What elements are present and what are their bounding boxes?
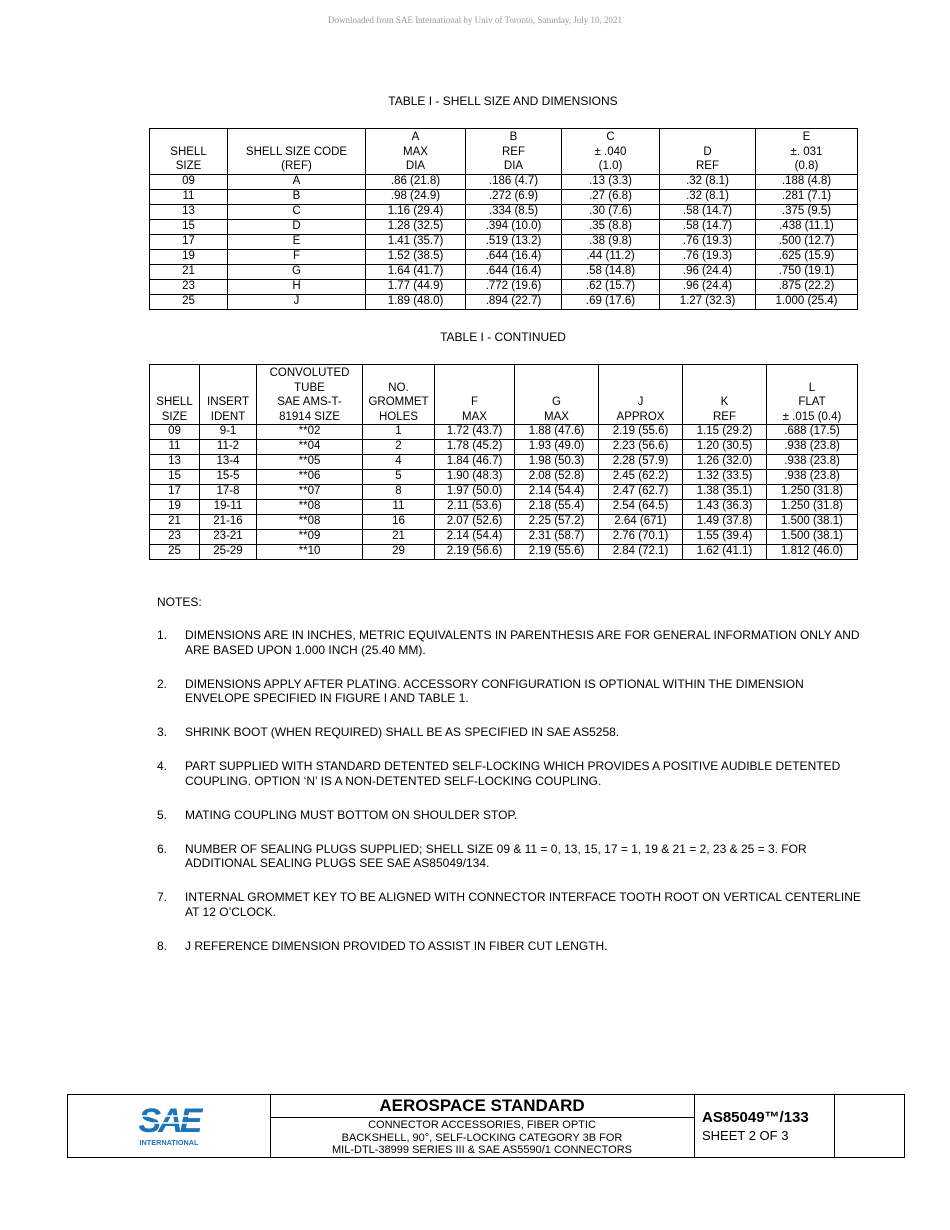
table-cell: 17-8 bbox=[200, 485, 257, 500]
description-line: MIL-DTL-38999 SERIES III & SAE AS5590/1 CONNECTORS bbox=[332, 1144, 632, 1156]
note-item bbox=[157, 725, 867, 740]
table-row bbox=[150, 189, 858, 204]
table-cell: 2.19 (55.6) bbox=[599, 425, 683, 440]
table-cell: .938 (23.8) bbox=[767, 455, 858, 470]
column-header-line: DIA bbox=[405, 160, 426, 172]
table-row bbox=[150, 470, 858, 485]
column-header-line: D bbox=[703, 145, 712, 158]
column-header-line: REF bbox=[502, 145, 525, 158]
table-cell: 2.25 (57.2) bbox=[515, 515, 599, 530]
column-header-line: SHELL bbox=[156, 396, 193, 408]
table-cell: E bbox=[228, 234, 366, 249]
table-cell: 2.19 (55.6) bbox=[515, 545, 599, 560]
column-header-line: F bbox=[470, 396, 479, 408]
table-cell: 17 bbox=[150, 234, 228, 249]
table-cell: .938 (23.8) bbox=[767, 470, 858, 485]
table-cell: 1.43 (36.3) bbox=[683, 500, 767, 515]
note-item bbox=[157, 939, 867, 954]
table-cell: .76 (19.3) bbox=[660, 234, 756, 249]
table-cell: 2.14 (54.4) bbox=[435, 530, 515, 545]
table-cell: .98 (24.9) bbox=[366, 189, 466, 204]
table-cell: H bbox=[228, 279, 366, 294]
note-text: PART SUPPLIED WITH STANDARD DETENTED SELF-LOCKING WHICH PROVIDES A POSITIVE AUDIBLE DETENTED COUPLING. OPTION ‘N’ IS A NON-DETENTED SELF-LOCKING COUPLING. bbox=[185, 759, 841, 788]
table-cell: 1.15 (29.2) bbox=[683, 425, 767, 440]
table-cell: 1.812 (46.0) bbox=[767, 545, 858, 560]
table-row bbox=[150, 279, 858, 294]
table-cell: 1.250 (31.8) bbox=[767, 485, 858, 500]
note-number: 6. bbox=[157, 841, 168, 856]
table-cell: **07 bbox=[257, 485, 363, 500]
table-cell: .438 (11.1) bbox=[756, 219, 858, 234]
note-number: 3. bbox=[157, 725, 168, 739]
table-cell: 2.14 (54.4) bbox=[515, 485, 599, 500]
column-header-line: SHELL SIZE CODE bbox=[245, 145, 348, 158]
table-cell: 2.07 (52.6) bbox=[435, 515, 515, 530]
table-row bbox=[150, 545, 858, 560]
table-cell: 1.32 (33.5) bbox=[683, 470, 767, 485]
column-header-line: B bbox=[509, 131, 518, 143]
logo-subtext: INTERNATIONAL bbox=[139, 1138, 199, 1147]
table-cell: .334 (8.5) bbox=[466, 204, 562, 219]
table-cell: **08 bbox=[257, 515, 363, 530]
table-cell: .519 (13.2) bbox=[466, 234, 562, 249]
column-header-line: C bbox=[606, 131, 615, 143]
table-cell: 13 bbox=[150, 455, 200, 470]
table-cell: .27 (6.8) bbox=[562, 189, 660, 204]
table-cell: A bbox=[228, 174, 366, 189]
table-cell: .32 (8.1) bbox=[660, 189, 756, 204]
table-cell: .750 (19.1) bbox=[756, 264, 858, 279]
column-header-line: A bbox=[411, 131, 420, 143]
table-cell: 15-5 bbox=[200, 470, 257, 485]
table-cell: B bbox=[228, 189, 366, 204]
table-cell: 1.500 (38.1) bbox=[767, 530, 858, 545]
column-header-line: REF bbox=[713, 410, 736, 423]
column-header-line: L bbox=[808, 381, 816, 394]
note-item bbox=[157, 628, 867, 657]
column-header-line: MAX bbox=[462, 410, 487, 423]
table-row bbox=[150, 440, 858, 455]
note-text: NUMBER OF SEALING PLUGS SUPPLIED; SHELL SIZE 09 & 11 = 0, 13, 15, 17 = 1, 19 & 21 = 2, 23 & 25 = 3. FOR ADDITIONAL SEALING PLUGS SEE SAE AS85049/134. bbox=[185, 841, 807, 870]
table-cell: 21 bbox=[363, 530, 435, 545]
table-cell: 2 bbox=[363, 440, 435, 455]
table-cell: 25 bbox=[150, 545, 200, 560]
table-cell: .58 (14.8) bbox=[562, 264, 660, 279]
table-row bbox=[150, 425, 858, 440]
note-item bbox=[157, 808, 867, 823]
table-cell: .76 (19.3) bbox=[660, 249, 756, 264]
column-header bbox=[363, 365, 435, 425]
column-header bbox=[767, 365, 858, 425]
column-header-line: (REF) bbox=[281, 160, 312, 172]
table-cell: 1.89 (48.0) bbox=[366, 294, 466, 309]
table-cell: .188 (4.8) bbox=[756, 174, 858, 189]
table-cell: 1.000 (25.4) bbox=[756, 294, 858, 309]
column-header-line: GROMMET bbox=[368, 396, 429, 408]
table-row bbox=[150, 515, 858, 530]
column-header bbox=[683, 365, 767, 425]
table-cell: 19-11 bbox=[200, 500, 257, 515]
note-number: 7. bbox=[157, 890, 168, 904]
column-header-line: SHELL bbox=[170, 145, 207, 158]
table-cell: .38 (9.8) bbox=[562, 234, 660, 249]
table-cell: 2.23 (56.6) bbox=[599, 440, 683, 455]
column-header bbox=[150, 365, 200, 425]
table-cell: 23 bbox=[150, 530, 200, 545]
description-line: CONNECTOR ACCESSORIES, FIBER OPTIC bbox=[368, 1119, 596, 1131]
table-cell: 1.84 (46.7) bbox=[435, 455, 515, 470]
note-number: 5. bbox=[157, 807, 168, 822]
table-cell: .32 (8.1) bbox=[660, 174, 756, 189]
table-cell: **09 bbox=[257, 530, 363, 545]
column-header-line: SAE AMS-T- bbox=[277, 396, 342, 408]
table-cell: 5 bbox=[363, 470, 435, 485]
table-cell: G bbox=[228, 264, 366, 279]
table-cell: 4 bbox=[363, 455, 435, 470]
note-text: DIMENSIONS APPLY AFTER PLATING. ACCESSORY CONFIGURATION IS OPTIONAL WITHIN THE DIMENSION ENVELOPE SPECIFIED IN FIGURE I AND TABLE 1. bbox=[185, 676, 804, 705]
table-cell: 23 bbox=[150, 279, 228, 294]
table-cell: .688 (17.5) bbox=[767, 425, 858, 440]
column-header-line: SIZE bbox=[161, 410, 188, 423]
table-header-row bbox=[150, 129, 858, 175]
table-cell: D bbox=[228, 219, 366, 234]
table-cell: 1.52 (38.5) bbox=[366, 249, 466, 264]
title-cell bbox=[270, 1095, 695, 1157]
table-cell: **10 bbox=[257, 545, 363, 560]
column-header-line: INSERT bbox=[207, 396, 249, 408]
table-cell: 25-29 bbox=[200, 545, 257, 560]
table-cell: 2.45 (62.2) bbox=[599, 470, 683, 485]
note-item bbox=[157, 677, 867, 706]
table-cell: 2.11 (53.6) bbox=[435, 500, 515, 515]
table-cell: **02 bbox=[257, 425, 363, 440]
shell-size-dimensions-table bbox=[149, 128, 858, 310]
table-cell: .272 (6.9) bbox=[466, 189, 562, 204]
table-cell: .625 (15.9) bbox=[756, 249, 858, 264]
column-header-line: (1.0) bbox=[598, 160, 623, 172]
table-cell: 1.72 (43.7) bbox=[435, 425, 515, 440]
column-header-line: HOLES bbox=[379, 410, 418, 423]
table-cell: .35 (8.8) bbox=[562, 219, 660, 234]
table-row bbox=[150, 174, 858, 189]
table-cell: 25 bbox=[150, 294, 228, 309]
table-cell: 17 bbox=[150, 485, 200, 500]
table-cell: .62 (15.7) bbox=[562, 279, 660, 294]
column-header-line: DIA bbox=[503, 160, 524, 172]
column-header-line: CONVOLUTED bbox=[269, 367, 350, 379]
table-cell: 2.08 (52.8) bbox=[515, 470, 599, 485]
table-cell: 19 bbox=[150, 249, 228, 264]
sheet-number: SHEET 2 OF 3 bbox=[702, 1128, 789, 1143]
table-cell: 8 bbox=[363, 485, 435, 500]
table-cell: .644 (16.4) bbox=[466, 264, 562, 279]
table-cell: 09 bbox=[150, 174, 228, 189]
table-row bbox=[150, 249, 858, 264]
table-cell: 2.76 (70.1) bbox=[599, 530, 683, 545]
column-header-line: ± .040 bbox=[594, 145, 627, 158]
table-cell: .186 (4.7) bbox=[466, 174, 562, 189]
column-header-line: MAX bbox=[403, 145, 428, 158]
table-cell: 2.18 (55.4) bbox=[515, 500, 599, 515]
table1-title: TABLE I - SHELL SIZE AND DIMENSIONS bbox=[388, 94, 618, 108]
table-cell: .86 (21.8) bbox=[366, 174, 466, 189]
table2-title: TABLE I - CONTINUED bbox=[440, 330, 566, 344]
table-cell: 1.93 (49.0) bbox=[515, 440, 599, 455]
table-cell: .938 (23.8) bbox=[767, 440, 858, 455]
table-cell: 1.250 (31.8) bbox=[767, 500, 858, 515]
table-cell: C bbox=[228, 204, 366, 219]
column-header-line: TUBE bbox=[294, 381, 325, 394]
table-cell: 2.19 (56.6) bbox=[435, 545, 515, 560]
table-cell: 2.31 (58.7) bbox=[515, 530, 599, 545]
table-cell: 2.28 (57.9) bbox=[599, 455, 683, 470]
table-cell: 1.28 (32.5) bbox=[366, 219, 466, 234]
column-header-line: MAX bbox=[544, 410, 569, 423]
notes-list bbox=[157, 628, 867, 973]
table-header-row bbox=[150, 365, 858, 425]
table-row bbox=[150, 455, 858, 470]
table-cell: .772 (19.6) bbox=[466, 279, 562, 294]
table-cell: 15 bbox=[150, 219, 228, 234]
table-row bbox=[150, 219, 858, 234]
column-header bbox=[150, 129, 228, 175]
table-cell: 1.16 (29.4) bbox=[366, 204, 466, 219]
table-cell: 21 bbox=[150, 515, 200, 530]
note-number: 2. bbox=[157, 676, 168, 691]
column-header-line: APPROX bbox=[616, 410, 665, 423]
column-header bbox=[466, 129, 562, 175]
table-cell: 1.97 (50.0) bbox=[435, 485, 515, 500]
title-block bbox=[67, 1094, 905, 1158]
column-header-line: FLAT bbox=[798, 396, 826, 408]
table-cell: **08 bbox=[257, 500, 363, 515]
table-cell: 1.49 (37.8) bbox=[683, 515, 767, 530]
column-header-line: SIZE bbox=[175, 160, 202, 172]
table-cell: 1.26 (32.0) bbox=[683, 455, 767, 470]
table-cell: .281 (7.1) bbox=[756, 189, 858, 204]
table-cell: 1.55 (39.4) bbox=[683, 530, 767, 545]
column-header-line: ± .015 (0.4) bbox=[782, 410, 842, 423]
table-row bbox=[150, 530, 858, 545]
table-cell: 29 bbox=[363, 545, 435, 560]
table-cell: **05 bbox=[257, 455, 363, 470]
table-cell: 1.38 (35.1) bbox=[683, 485, 767, 500]
note-item bbox=[157, 759, 867, 788]
column-header-line: K bbox=[720, 396, 729, 408]
note-text: J REFERENCE DIMENSION PROVIDED TO ASSIST IN FIBER CUT LENGTH. bbox=[185, 938, 608, 953]
table-cell: 11-2 bbox=[200, 440, 257, 455]
column-header bbox=[756, 129, 858, 175]
table-row bbox=[150, 264, 858, 279]
table-cell: 2.47 (62.7) bbox=[599, 485, 683, 500]
table-cell: 1.500 (38.1) bbox=[767, 515, 858, 530]
table-cell: 21 bbox=[150, 264, 228, 279]
document-description bbox=[270, 1118, 694, 1157]
table-cell: 1.62 (41.1) bbox=[683, 545, 767, 560]
table-cell: 1.64 (41.7) bbox=[366, 264, 466, 279]
column-header-line: 81914 SIZE bbox=[279, 410, 340, 423]
column-header-line: NO. bbox=[388, 381, 409, 394]
column-header-line: REF bbox=[696, 160, 719, 172]
table-cell: F bbox=[228, 249, 366, 264]
table-cell: 1.90 (48.3) bbox=[435, 470, 515, 485]
note-item bbox=[157, 890, 867, 919]
table-cell: 11 bbox=[150, 440, 200, 455]
column-header bbox=[515, 365, 599, 425]
table-row bbox=[150, 485, 858, 500]
logo-wordmark: SAE bbox=[138, 1103, 200, 1140]
column-header-line: J bbox=[637, 396, 644, 408]
column-header-line: ±. 031 bbox=[790, 145, 823, 158]
notes-heading: NOTES: bbox=[157, 595, 202, 609]
table-cell: 1.88 (47.6) bbox=[515, 425, 599, 440]
column-header bbox=[228, 129, 366, 175]
table-cell: 1.27 (32.3) bbox=[660, 294, 756, 309]
table-cell: .13 (3.3) bbox=[562, 174, 660, 189]
column-header-line: (0.8) bbox=[794, 160, 819, 172]
column-header bbox=[366, 129, 466, 175]
table-cell: .96 (24.4) bbox=[660, 264, 756, 279]
note-number: 1. bbox=[157, 628, 168, 642]
sae-international-logo bbox=[136, 1103, 206, 1149]
table-cell: .894 (22.7) bbox=[466, 294, 562, 309]
download-watermark: Downloaded from SAE International by Univ of Toronto, Saturday, July 10, 2021 bbox=[327, 15, 623, 25]
table-row bbox=[150, 234, 858, 249]
table-cell: 16 bbox=[363, 515, 435, 530]
table-cell: **06 bbox=[257, 470, 363, 485]
column-header-line: IDENT bbox=[210, 410, 246, 423]
table-cell: 13 bbox=[150, 204, 228, 219]
table-cell: 13-4 bbox=[200, 455, 257, 470]
table-cell: .30 (7.6) bbox=[562, 204, 660, 219]
table-cell: .44 (11.2) bbox=[562, 249, 660, 264]
table-cell: .394 (10.0) bbox=[466, 219, 562, 234]
table-cell: 1.77 (44.9) bbox=[366, 279, 466, 294]
table-row bbox=[150, 500, 858, 515]
table-row bbox=[150, 294, 858, 309]
table-cell: 1.98 (50.3) bbox=[515, 455, 599, 470]
table-cell: 1.78 (45.2) bbox=[435, 440, 515, 455]
sae-logo-cell bbox=[68, 1095, 271, 1157]
table-cell: 1 bbox=[363, 425, 435, 440]
shell-size-continued-table bbox=[149, 364, 858, 560]
table-cell: 19 bbox=[150, 500, 200, 515]
description-line: BACKSHELL, 90°, SELF-LOCKING CATEGORY 3B FOR bbox=[341, 1131, 623, 1144]
column-header bbox=[599, 365, 683, 425]
document-number-cell bbox=[694, 1095, 835, 1157]
column-header-line: E bbox=[802, 131, 811, 143]
note-text: MATING COUPLING MUST BOTTOM ON SHOULDER STOP. bbox=[185, 807, 518, 822]
column-header bbox=[660, 129, 756, 175]
note-number: 4. bbox=[157, 759, 168, 773]
note-text: SHRINK BOOT (WHEN REQUIRED) SHALL BE AS SPECIFIED IN SAE AS5258. bbox=[185, 725, 620, 739]
note-number: 8. bbox=[157, 938, 168, 953]
table-cell: 11 bbox=[150, 189, 228, 204]
table-cell: 21-16 bbox=[200, 515, 257, 530]
note-text: DIMENSIONS ARE IN INCHES, METRIC EQUIVALENTS IN PARENTHESIS ARE FOR GENERAL INFORMATION ONLY AND ARE BASED UPON 1.000 INCH (25.40 MM). bbox=[185, 628, 860, 657]
table-cell: .375 (9.5) bbox=[756, 204, 858, 219]
note-item bbox=[157, 842, 867, 871]
table-cell: 9-1 bbox=[200, 425, 257, 440]
standard-title: AEROSPACE STANDARD bbox=[270, 1095, 694, 1118]
table-cell: 2.64 (671) bbox=[599, 515, 683, 530]
column-header-line: G bbox=[552, 396, 561, 408]
table-cell: 1.20 (30.5) bbox=[683, 440, 767, 455]
table-cell: 11 bbox=[363, 500, 435, 515]
table-cell: .69 (17.6) bbox=[562, 294, 660, 309]
column-header bbox=[257, 365, 363, 425]
table-cell: .875 (22.2) bbox=[756, 279, 858, 294]
column-header bbox=[200, 365, 257, 425]
table-row bbox=[150, 204, 858, 219]
table-cell: **04 bbox=[257, 440, 363, 455]
table-cell: .500 (12.7) bbox=[756, 234, 858, 249]
table-cell: 23-21 bbox=[200, 530, 257, 545]
column-header bbox=[435, 365, 515, 425]
column-header bbox=[562, 129, 660, 175]
table-cell: J bbox=[228, 294, 366, 309]
document-number: AS85049™/133 bbox=[702, 1109, 809, 1126]
table-cell: .58 (14.7) bbox=[660, 204, 756, 219]
table-cell: .644 (16.4) bbox=[466, 249, 562, 264]
note-text: INTERNAL GROMMET KEY TO BE ALIGNED WITH CONNECTOR INTERFACE TOOTH ROOT ON VERTICAL CENTERLINE AT 12 O’CLOCK. bbox=[185, 890, 861, 919]
table-cell: .58 (14.7) bbox=[660, 219, 756, 234]
table-cell: 1.41 (35.7) bbox=[366, 234, 466, 249]
table-cell: .96 (24.4) bbox=[660, 279, 756, 294]
table-cell: 2.54 (64.5) bbox=[599, 500, 683, 515]
table-cell: 15 bbox=[150, 470, 200, 485]
table-cell: 09 bbox=[150, 425, 200, 440]
table-cell: 2.84 (72.1) bbox=[599, 545, 683, 560]
